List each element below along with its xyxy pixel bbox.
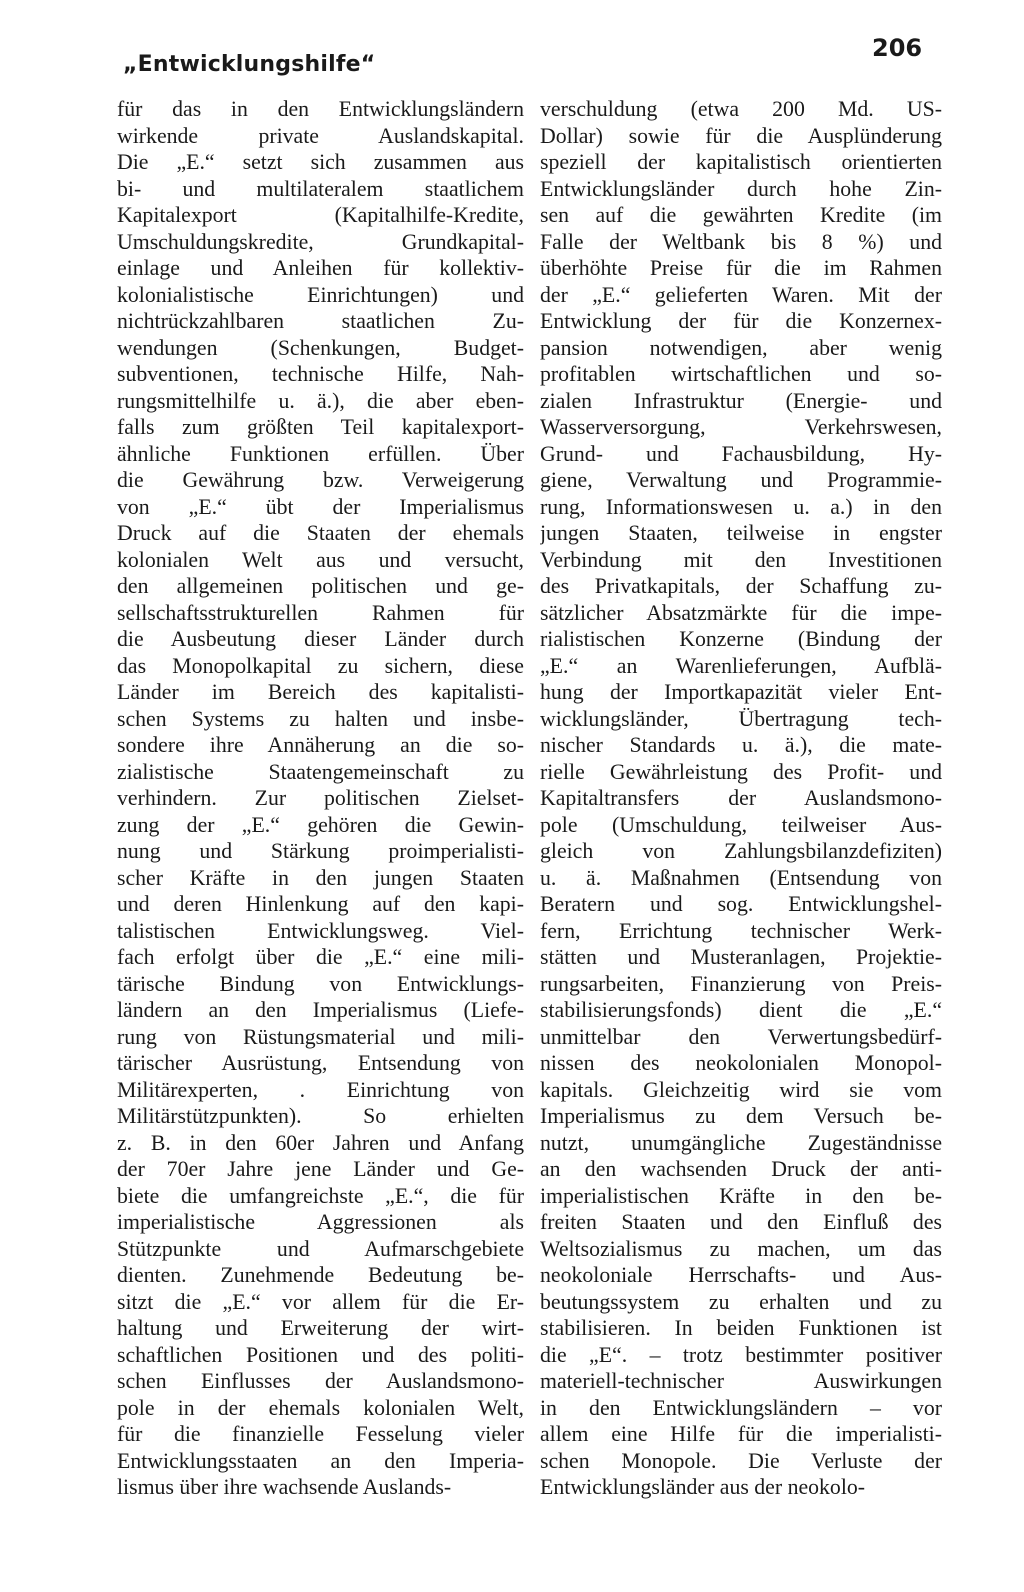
text-line: sitzt die „E.“ vor allem für die Er- (117, 1289, 524, 1314)
text-line: fern, Errichtung technischer Werk- (540, 918, 942, 943)
text-line: tärische Bindung von Entwicklungs- (117, 971, 524, 996)
text-line: unmittelbar den Verwertungsbedürf- (540, 1024, 942, 1049)
text-line: Militärexperten, . Einrichtung von (117, 1077, 524, 1102)
text-line: „E.“ an Warenlieferungen, Aufblä- (540, 653, 942, 678)
text-line: und deren Hinlenkung auf den kapi- (117, 892, 524, 916)
text-line: Druck auf die Staaten der ehemals (117, 521, 524, 545)
text-line: z. B. in den 60er Jahren und Anfang (117, 1130, 524, 1155)
text-line: profitablen wirtschaftlichen und so- (540, 362, 942, 386)
text-line: imperialistische Aggressionen als (117, 1210, 524, 1234)
text-line: Stützpunkte und Aufmarschgebiete (117, 1236, 524, 1261)
text-line: Kapitalexport (Kapitalhilfe-Kredite, (117, 203, 524, 227)
text-line: rung, Informationswesen u. a.) in den (540, 494, 942, 519)
text-line: sätzlicher Absatzmärkte für die impe- (540, 600, 942, 625)
text-line: Entwicklungsländer aus der neokolo- (540, 1475, 866, 1499)
text-line: zialistische Staatengemeinschaft zu (117, 759, 524, 784)
text-line: lismus über ihre wachsende Auslands- (117, 1475, 452, 1499)
text-line: allem eine Hilfe für die imperialisti- (540, 1422, 942, 1446)
text-line: Entwicklungsländer durch hohe Zin- (540, 176, 942, 201)
text-line: stätten und Musteranlagen, Projektie- (540, 945, 942, 969)
text-line: Länder im Bereich des kapitalisti- (117, 680, 524, 704)
text-line: wirkende private Auslandskapital. (117, 123, 524, 148)
text-line: haltung und Erweiterung der wirt- (117, 1316, 524, 1340)
text-line: rung von Rüstungsmaterial und mili- (117, 1024, 524, 1049)
text-line: ähnliche Funktionen erfüllen. Über (117, 441, 524, 466)
text-line: die Gewährung bzw. Verweigerung (117, 468, 524, 492)
text-line: überhöhte Preise für die im Rahmen (540, 256, 942, 280)
text-line: zialen Infrastruktur (Energie- und (540, 388, 942, 413)
text-line: für das in den Entwicklungsländern (117, 97, 524, 121)
text-line: den allgemeinen politischen und ge- (117, 574, 524, 598)
text-line: Umschuldungskredite, Grundkapital- (117, 229, 524, 254)
text-line: der 70er Jahre jene Länder und Ge- (117, 1157, 524, 1181)
text-line: hung der Importkapazität vieler Ent- (540, 680, 942, 704)
text-line: Kapitaltransfers der Auslandsmono- (540, 786, 942, 810)
text-line: der „E.“ gelieferten Waren. Mit der (540, 282, 942, 307)
text-line: Falle der Weltbank bis 8 %) und (540, 229, 942, 254)
text-line: die Ausbeutung dieser Länder durch (117, 627, 524, 651)
text-line: schen Monopole. Die Verluste der (540, 1448, 942, 1473)
text-line: zung der „E.“ gehören die Gewin- (117, 812, 524, 837)
text-line: beutungssystem zu erhalten und zu (540, 1289, 942, 1314)
text-line: pansion notwendigen, aber wenig (540, 335, 942, 360)
text-line: die „E“. – trotz bestimmter positiver (540, 1342, 942, 1367)
text-line: Imperialismus zu dem Versuch be- (540, 1104, 942, 1128)
text-line: freiten Staaten und den Einfluß des (540, 1210, 942, 1234)
text-line: an den wachsenden Druck der anti- (540, 1157, 942, 1181)
text-line: sellschaftsstrukturellen Rahmen für (117, 600, 524, 625)
text-line: verhindern. Zur politischen Zielset- (117, 786, 524, 810)
text-line: u. ä. Maßnahmen (Entsendung von (540, 865, 942, 890)
text-line: materiell-technischer Auswirkungen (540, 1369, 942, 1393)
text-line: schen Systems zu halten und insbe- (117, 706, 524, 731)
text-line: schen Einflusses der Auslandsmono- (117, 1369, 524, 1393)
text-line: Entwicklungsstaaten an den Imperia- (117, 1448, 524, 1473)
text-line: speziell der kapitalistisch orientierten (540, 150, 942, 174)
left-text-column (117, 96, 524, 1501)
text-line: biete die umfangreichste „E.“, die für (117, 1183, 524, 1208)
right-text-column (540, 96, 942, 1501)
text-line: für die finanzielle Fesselung vieler (117, 1422, 524, 1446)
text-line: Verbindung mit den Investitionen (540, 547, 942, 572)
text-line: pole (Umschuldung, teilweiser Aus- (540, 812, 942, 837)
text-line: bi- und multilateralem staatlichem (117, 176, 524, 201)
text-line: giene, Verwaltung und Programmie- (540, 468, 942, 492)
text-line: Weltsozialismus zu machen, um das (540, 1236, 942, 1261)
text-line: Wasserversorgung, Verkehrswesen, (540, 415, 942, 439)
text-line: in den Entwicklungsländern – vor (540, 1395, 942, 1420)
text-line: stabilisieren. In beiden Funktionen ist (540, 1316, 942, 1340)
text-line: Die „E.“ setzt sich zusammen aus (117, 150, 524, 174)
text-line: nichtrückzahlbaren staatlichen Zu- (117, 309, 524, 333)
text-line: nutzt, unumgängliche Zugeständnisse (540, 1130, 942, 1155)
text-line: pole in der ehemals kolonialen Welt, (117, 1395, 524, 1420)
text-line: Grund- und Fachausbildung, Hy- (540, 441, 942, 466)
text-line: kapitals. Gleichzeitig wird sie vom (540, 1077, 942, 1102)
text-line: ländern an den Imperialismus (Liefe- (117, 998, 524, 1022)
text-line: nischer Standards u. ä.), die mate- (540, 733, 942, 757)
text-line: sen auf die gewährten Kredite (im (540, 203, 942, 227)
text-line: gleich von Zahlungsbilanzdefiziten) (540, 839, 942, 863)
text-line: einlage und Anleihen für kollektiv- (117, 256, 524, 280)
text-line: Dollar) sowie für die Ausplünderung (540, 123, 942, 148)
text-line: des Privatkapitals, der Schaffung zu- (540, 574, 942, 598)
text-line: rungsarbeiten, Finanzierung von Preis- (540, 971, 942, 996)
text-line: rielle Gewährleistung des Profit- und (540, 759, 942, 784)
text-line: Militärstützpunkten). So erhielten (117, 1104, 524, 1128)
page-number: 206 (872, 34, 923, 62)
text-line: das Monopolkapital zu sichern, diese (117, 653, 524, 678)
text-line: neokoloniale Herrschafts- und Aus- (540, 1263, 942, 1287)
text-line: kolonialen Welt aus und versucht, (117, 547, 524, 572)
text-line: nung und Stärkung proimperialisti- (117, 839, 524, 863)
text-line: rungsmittelhilfe u. ä.), die aber eben- (117, 388, 524, 413)
text-line: jungen Staaten, teilweise in engster (540, 521, 942, 545)
text-line: Entwicklung der für die Konzernex- (540, 309, 942, 333)
text-line: von „E.“ übt der Imperialismus (117, 494, 524, 519)
text-line: schaftlichen Positionen und des politi- (117, 1342, 524, 1367)
text-line: wicklungsländer, Übertragung tech- (540, 706, 942, 731)
text-line: Beratern und sog. Entwicklungshel- (540, 892, 942, 916)
running-title: „Entwicklungshilfe“ (123, 52, 376, 77)
text-line: verschuldung (etwa 200 Md. US- (540, 97, 942, 121)
text-line: stabilisierungsfonds) dient die „E.“ (540, 998, 942, 1022)
text-line: subventionen, technische Hilfe, Nah- (117, 362, 524, 386)
text-line: scher Kräfte in den jungen Staaten (117, 865, 524, 890)
text-line: fach erfolgt über die „E.“ eine mili- (117, 945, 524, 969)
text-line: falls zum größten Teil kapitalexport- (117, 415, 524, 439)
text-line: rialistischen Konzerne (Bindung der (540, 627, 942, 651)
text-line: nissen des neokolonialen Monopol- (540, 1051, 942, 1075)
text-line: imperialistischen Kräfte in den be- (540, 1183, 942, 1208)
text-line: kolonialistische Einrichtungen) und (117, 282, 524, 307)
text-line: tärischer Ausrüstung, Entsendung von (117, 1051, 524, 1075)
text-line: sondere ihre Annäherung an die so- (117, 733, 524, 757)
text-line: talistischen Entwicklungsweg. Viel- (117, 918, 524, 943)
text-line: wendungen (Schenkungen, Budget- (117, 335, 524, 360)
text-line: dienten. Zunehmende Bedeutung be- (117, 1263, 524, 1287)
